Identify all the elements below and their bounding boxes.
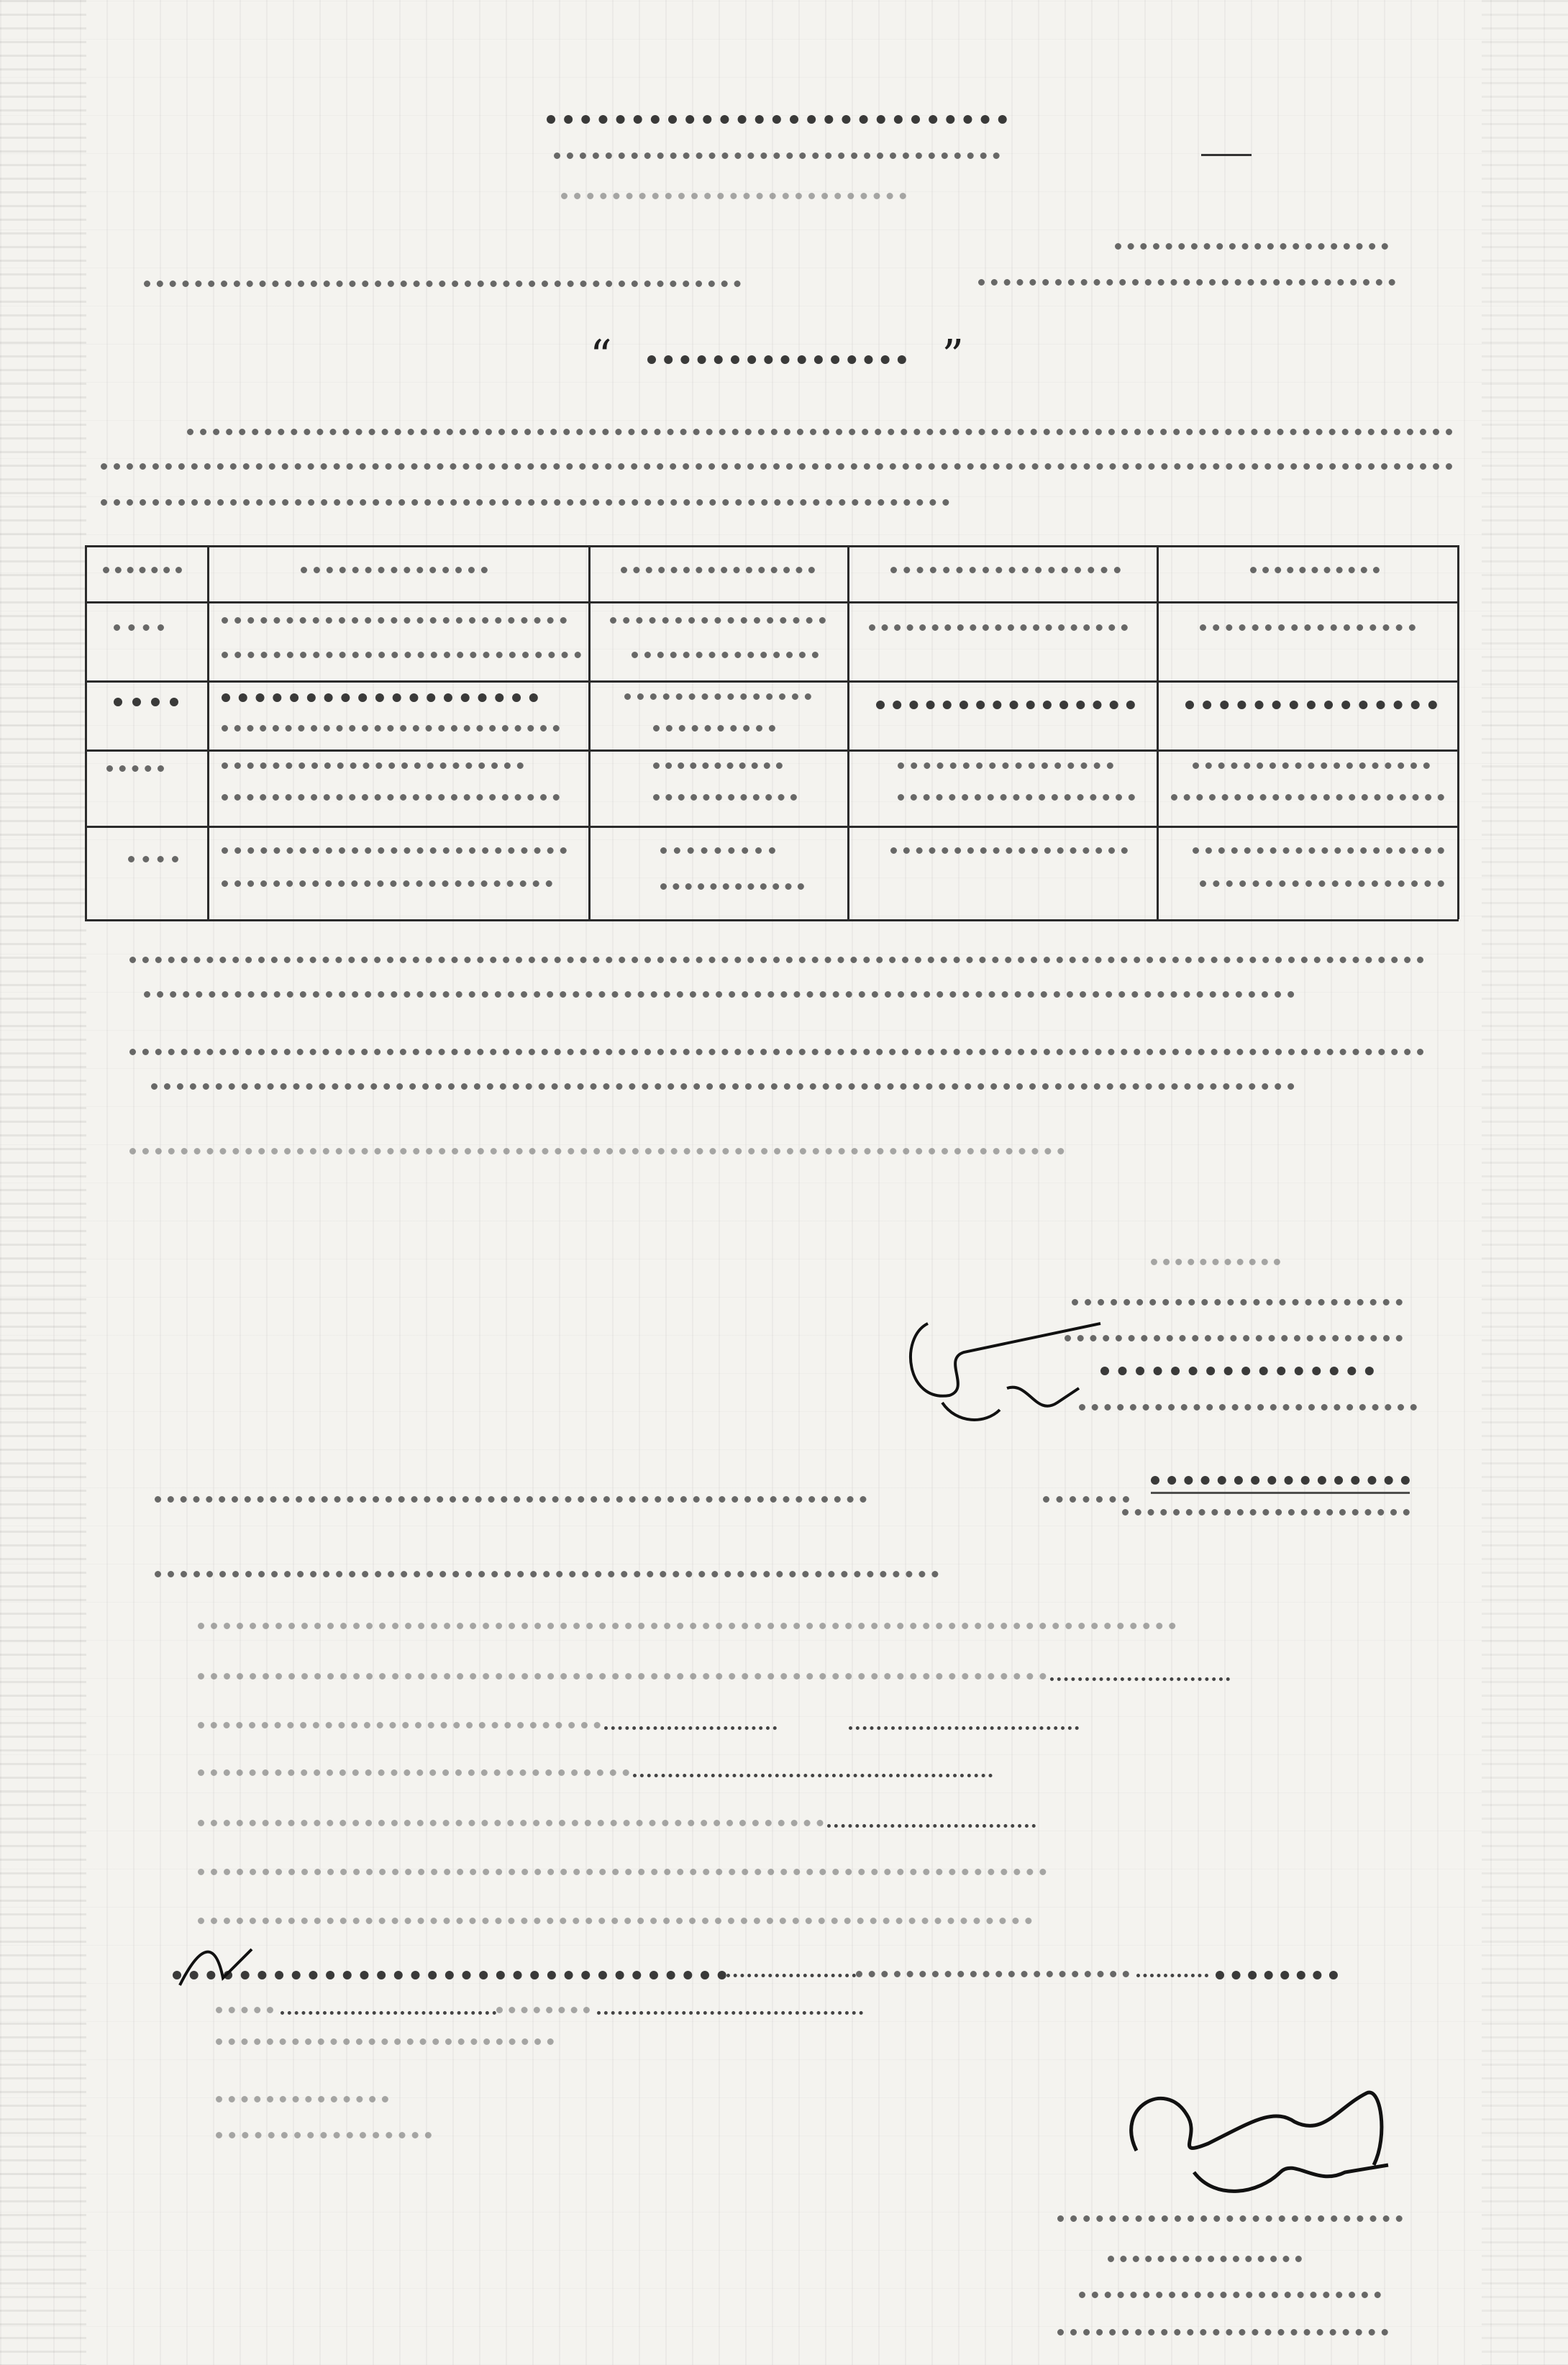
row3-note-trace-2 <box>1171 794 1444 801</box>
list-item-1-leader <box>1050 1677 1230 1681</box>
page-title-trace <box>647 355 906 364</box>
list-item-11-trace <box>216 2132 432 2138</box>
list-item-4-trace <box>198 1820 824 1826</box>
row4-note-trace-2 <box>1200 880 1444 887</box>
paragraph-1-line-2 <box>144 991 1295 998</box>
table-header-new-trace <box>890 567 1121 573</box>
row1-current-trace-1 <box>610 617 826 624</box>
row2-name-trace-2 <box>222 725 560 732</box>
title-open-quote: “ <box>590 331 612 381</box>
signature2-name-trace <box>1057 2215 1403 2222</box>
table-header-sl-trace <box>103 567 182 573</box>
intro-line-3 <box>101 499 949 506</box>
list-item-3-leader <box>633 1774 993 1777</box>
row1-name-trace-2 <box>222 652 581 658</box>
row1-note-trace <box>1200 624 1416 631</box>
paragraph-2-line-1 <box>129 1049 1424 1055</box>
table-top-border <box>85 545 1459 547</box>
list-item-2-leader-1 <box>604 1726 777 1730</box>
row3-name-trace-2 <box>222 794 560 801</box>
row4-name-trace-1 <box>222 847 567 854</box>
row4-current-trace-2 <box>660 883 804 890</box>
row1-name-trace-1 <box>222 617 567 624</box>
signature2-office-trace <box>1057 2329 1388 2336</box>
list-item-4-leader <box>827 1824 1036 1828</box>
list-item-0-trace <box>198 1623 1176 1629</box>
signature2-designation-trace <box>1108 2256 1302 2262</box>
row1-new-trace <box>869 624 1128 631</box>
row2-current-trace-2 <box>653 725 775 732</box>
list-item-7-trace-3 <box>1216 1971 1338 1979</box>
row4-current-trace-1 <box>660 847 775 854</box>
signature2-handwritten-mark <box>1108 2064 1410 2215</box>
row3-note-trace-1 <box>1193 762 1430 769</box>
table-row <box>85 749 1459 826</box>
row3-current-trace-2 <box>653 794 797 801</box>
scan-edge-noise-right <box>1482 0 1568 2365</box>
list-item-7-leader-1 <box>726 1974 856 1977</box>
row2-sl-trace <box>114 698 178 706</box>
list-item-8-trace <box>216 2007 273 2013</box>
table-row <box>85 601 1459 680</box>
list-item-8-leader-2 <box>597 2011 863 2015</box>
list-item-8-trace-2 <box>496 2007 590 2013</box>
distribution-date-trace-2 <box>1151 1476 1410 1485</box>
distribution-date-trace-1 <box>1043 1496 1129 1503</box>
intro-line-1 <box>187 429 1453 435</box>
header-government-line-text-trace <box>547 115 1007 124</box>
row1-current-trace-2 <box>632 652 819 658</box>
table-bottom-border <box>85 919 1459 921</box>
row3-new-trace-1 <box>898 762 1113 769</box>
list-item-2-trace <box>198 1722 601 1728</box>
row4-new-trace <box>890 847 1128 854</box>
list-item-5-trace <box>198 1869 1047 1875</box>
paragraph-1-line-1 <box>129 957 1424 963</box>
signature1-office-trace <box>1079 1404 1417 1411</box>
paragraph-3-line-1 <box>129 1148 1065 1154</box>
scan-edge-noise-left <box>0 0 86 2365</box>
row4-sl-trace <box>128 856 178 862</box>
list-item-3-trace <box>198 1769 629 1776</box>
row2-current-trace-1 <box>624 693 811 700</box>
row2-note-trace <box>1185 701 1437 709</box>
table-header-current-trace <box>621 567 815 573</box>
row3-current-trace-1 <box>653 762 783 769</box>
distribution-date-trace-3 <box>1122 1509 1410 1516</box>
intro-line-2 <box>101 463 1453 470</box>
signature1-handwritten-mark <box>885 1280 1129 1439</box>
header-top-right-dash <box>1201 154 1252 156</box>
distribution-ref-no-trace <box>155 1496 867 1503</box>
title-block <box>590 331 964 388</box>
title-close-quote: ” <box>942 331 964 381</box>
list-item-10-trace <box>216 2096 388 2102</box>
row3-sl-trace <box>106 765 164 772</box>
row4-name-trace-2 <box>222 880 552 887</box>
list-item-6-trace <box>198 1918 1032 1924</box>
row2-new-trace <box>876 701 1135 709</box>
signature1-designation-trace <box>1100 1367 1374 1375</box>
list-item-2-leader-2 <box>849 1726 1079 1730</box>
header-address-line-trace <box>561 193 906 199</box>
row2-name-trace-1 <box>222 693 538 702</box>
list-item-8-leader-1 <box>281 2011 496 2015</box>
transfer-table <box>85 545 1459 919</box>
row4-note-trace-1 <box>1193 847 1444 854</box>
table-header-note-trace <box>1250 567 1380 573</box>
list-item-7-trace-2 <box>856 1971 1129 1977</box>
header-department-line-trace <box>554 152 1000 159</box>
memo-date-trace-1 <box>1115 243 1388 250</box>
list-item-1-trace <box>198 1673 1047 1680</box>
list-item-7-leader-2 <box>1136 1974 1208 1977</box>
paragraph-2-line-2 <box>151 1083 1295 1090</box>
row3-name-trace-1 <box>222 762 524 769</box>
row3-new-trace-2 <box>898 794 1135 801</box>
table-row <box>85 680 1459 749</box>
distribution-handwritten-mark <box>173 1935 259 2000</box>
signature2-section-trace <box>1079 2292 1381 2298</box>
table-row <box>85 826 1459 919</box>
signature1-line1-trace <box>1151 1259 1280 1265</box>
list-item-9-trace <box>216 2038 554 2045</box>
row1-sl-trace <box>114 624 164 631</box>
memo-date-trace-2 <box>978 279 1395 286</box>
memo-ref-no-trace <box>144 281 741 287</box>
table-header-name-trace <box>301 567 488 573</box>
distribution-heading-trace <box>155 1571 939 1577</box>
